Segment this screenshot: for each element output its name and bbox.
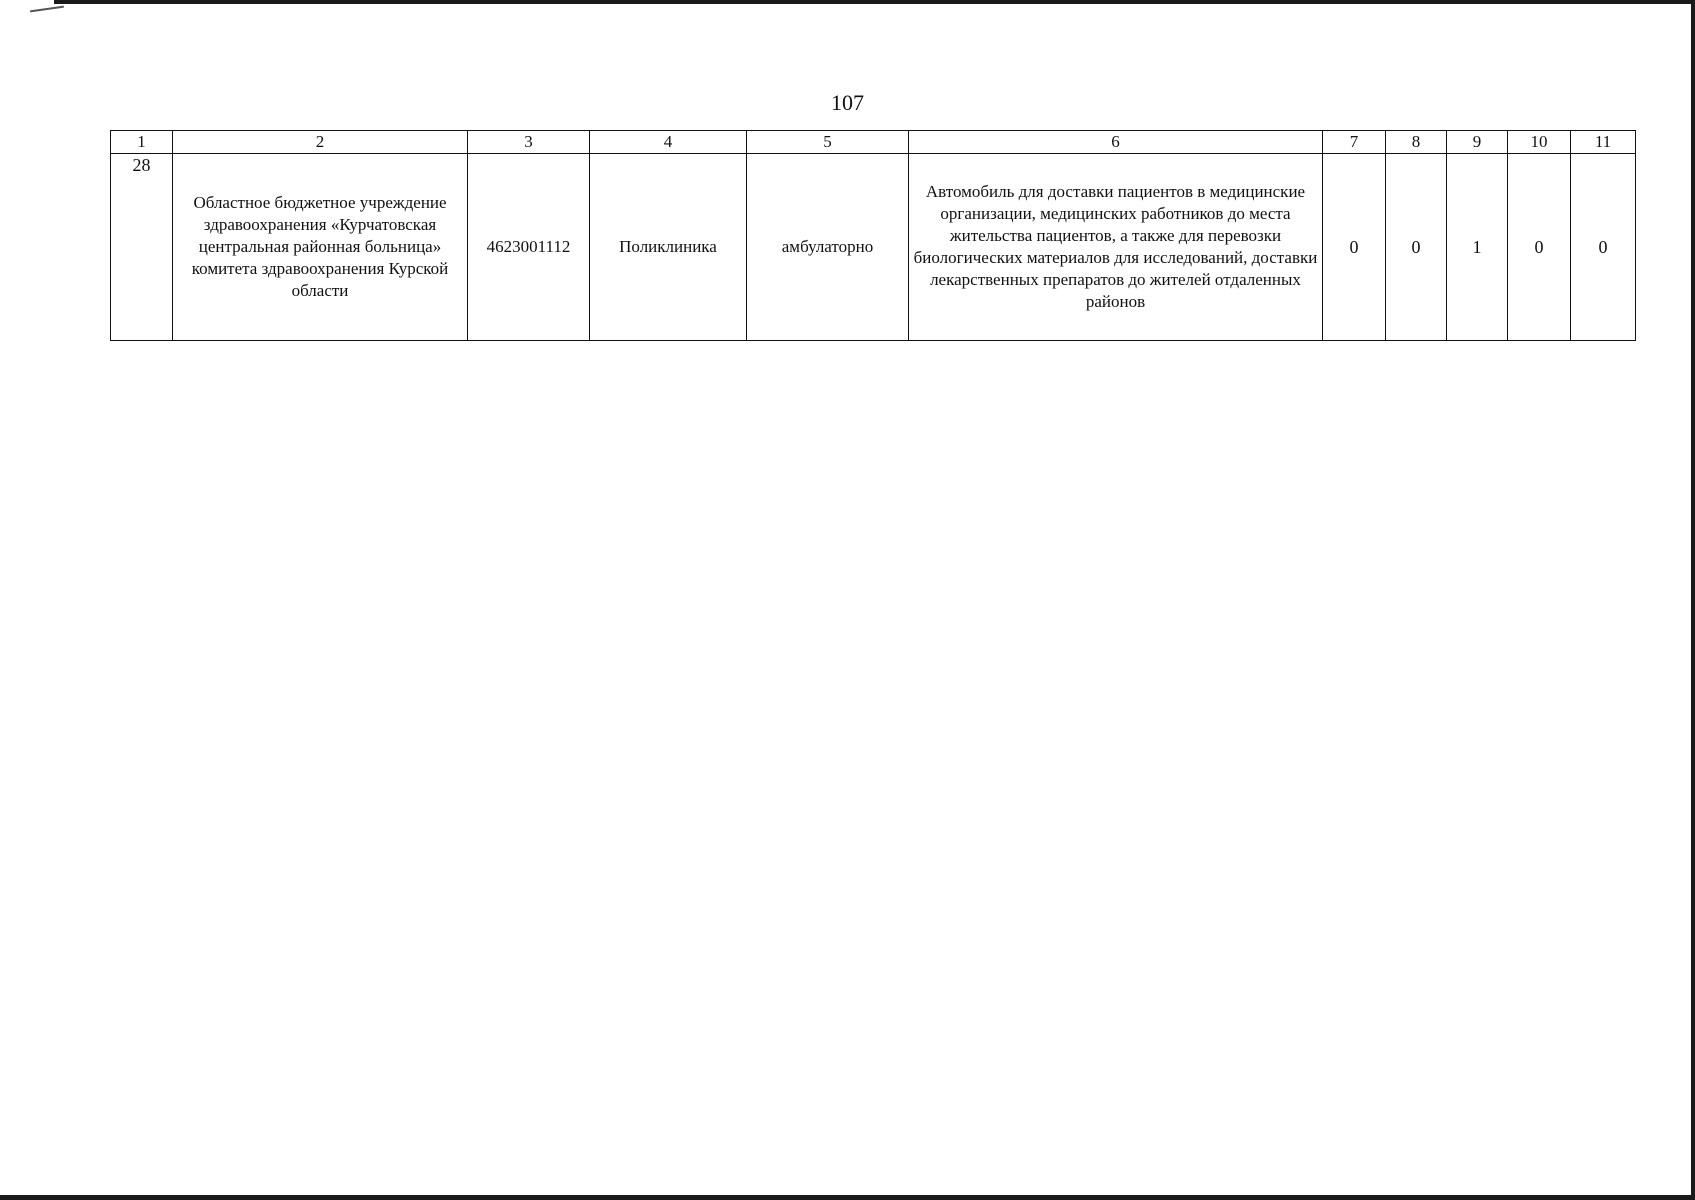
table-row: [111, 154, 1636, 341]
col10-value-cell: 0: [1508, 154, 1571, 341]
page-number: 107: [831, 90, 864, 115]
col11-value-cell: 0: [1571, 154, 1636, 341]
col7-value-cell: 0: [1323, 154, 1386, 341]
division-cell: Поликлиника: [590, 154, 747, 341]
vehicle-purpose-cell: Автомобиль для доставки пациентов в медицинские организации, медицинских работников до места жительства пациентов, а также для перевозки биологических материалов для исследований, доставки лекарственных препаратов до жителей отдаленных районов: [909, 154, 1323, 341]
care-form-cell: амбулаторно: [747, 154, 909, 341]
column-header: 1: [111, 131, 173, 154]
column-header: 5: [747, 131, 909, 154]
col8-value-cell: 0: [1386, 154, 1447, 341]
scan-mark: [30, 6, 64, 13]
col9-value-cell: 1: [1447, 154, 1508, 341]
scan-border-top: [54, 0, 1695, 4]
column-header: 4: [590, 131, 747, 154]
column-header: 11: [1571, 131, 1636, 154]
column-header: 2: [173, 131, 468, 154]
organization-cell: Областное бюджетное учреждение здравоохранения «Курчатовская центральная районная больница» комитета здравоохранения Курской области: [173, 154, 468, 341]
column-header: 3: [468, 131, 590, 154]
column-header: 9: [1447, 131, 1508, 154]
inn-cell: 4623001112: [468, 154, 590, 341]
row-number-cell: 28: [111, 154, 173, 341]
table-header-row: [111, 131, 1636, 154]
column-header: 6: [909, 131, 1323, 154]
column-header: 10: [1508, 131, 1571, 154]
column-header: 8: [1386, 131, 1447, 154]
scan-border-right: [1691, 0, 1695, 1200]
column-header: 7: [1323, 131, 1386, 154]
data-table: [110, 130, 1636, 341]
scan-border-bottom: [0, 1195, 1695, 1200]
